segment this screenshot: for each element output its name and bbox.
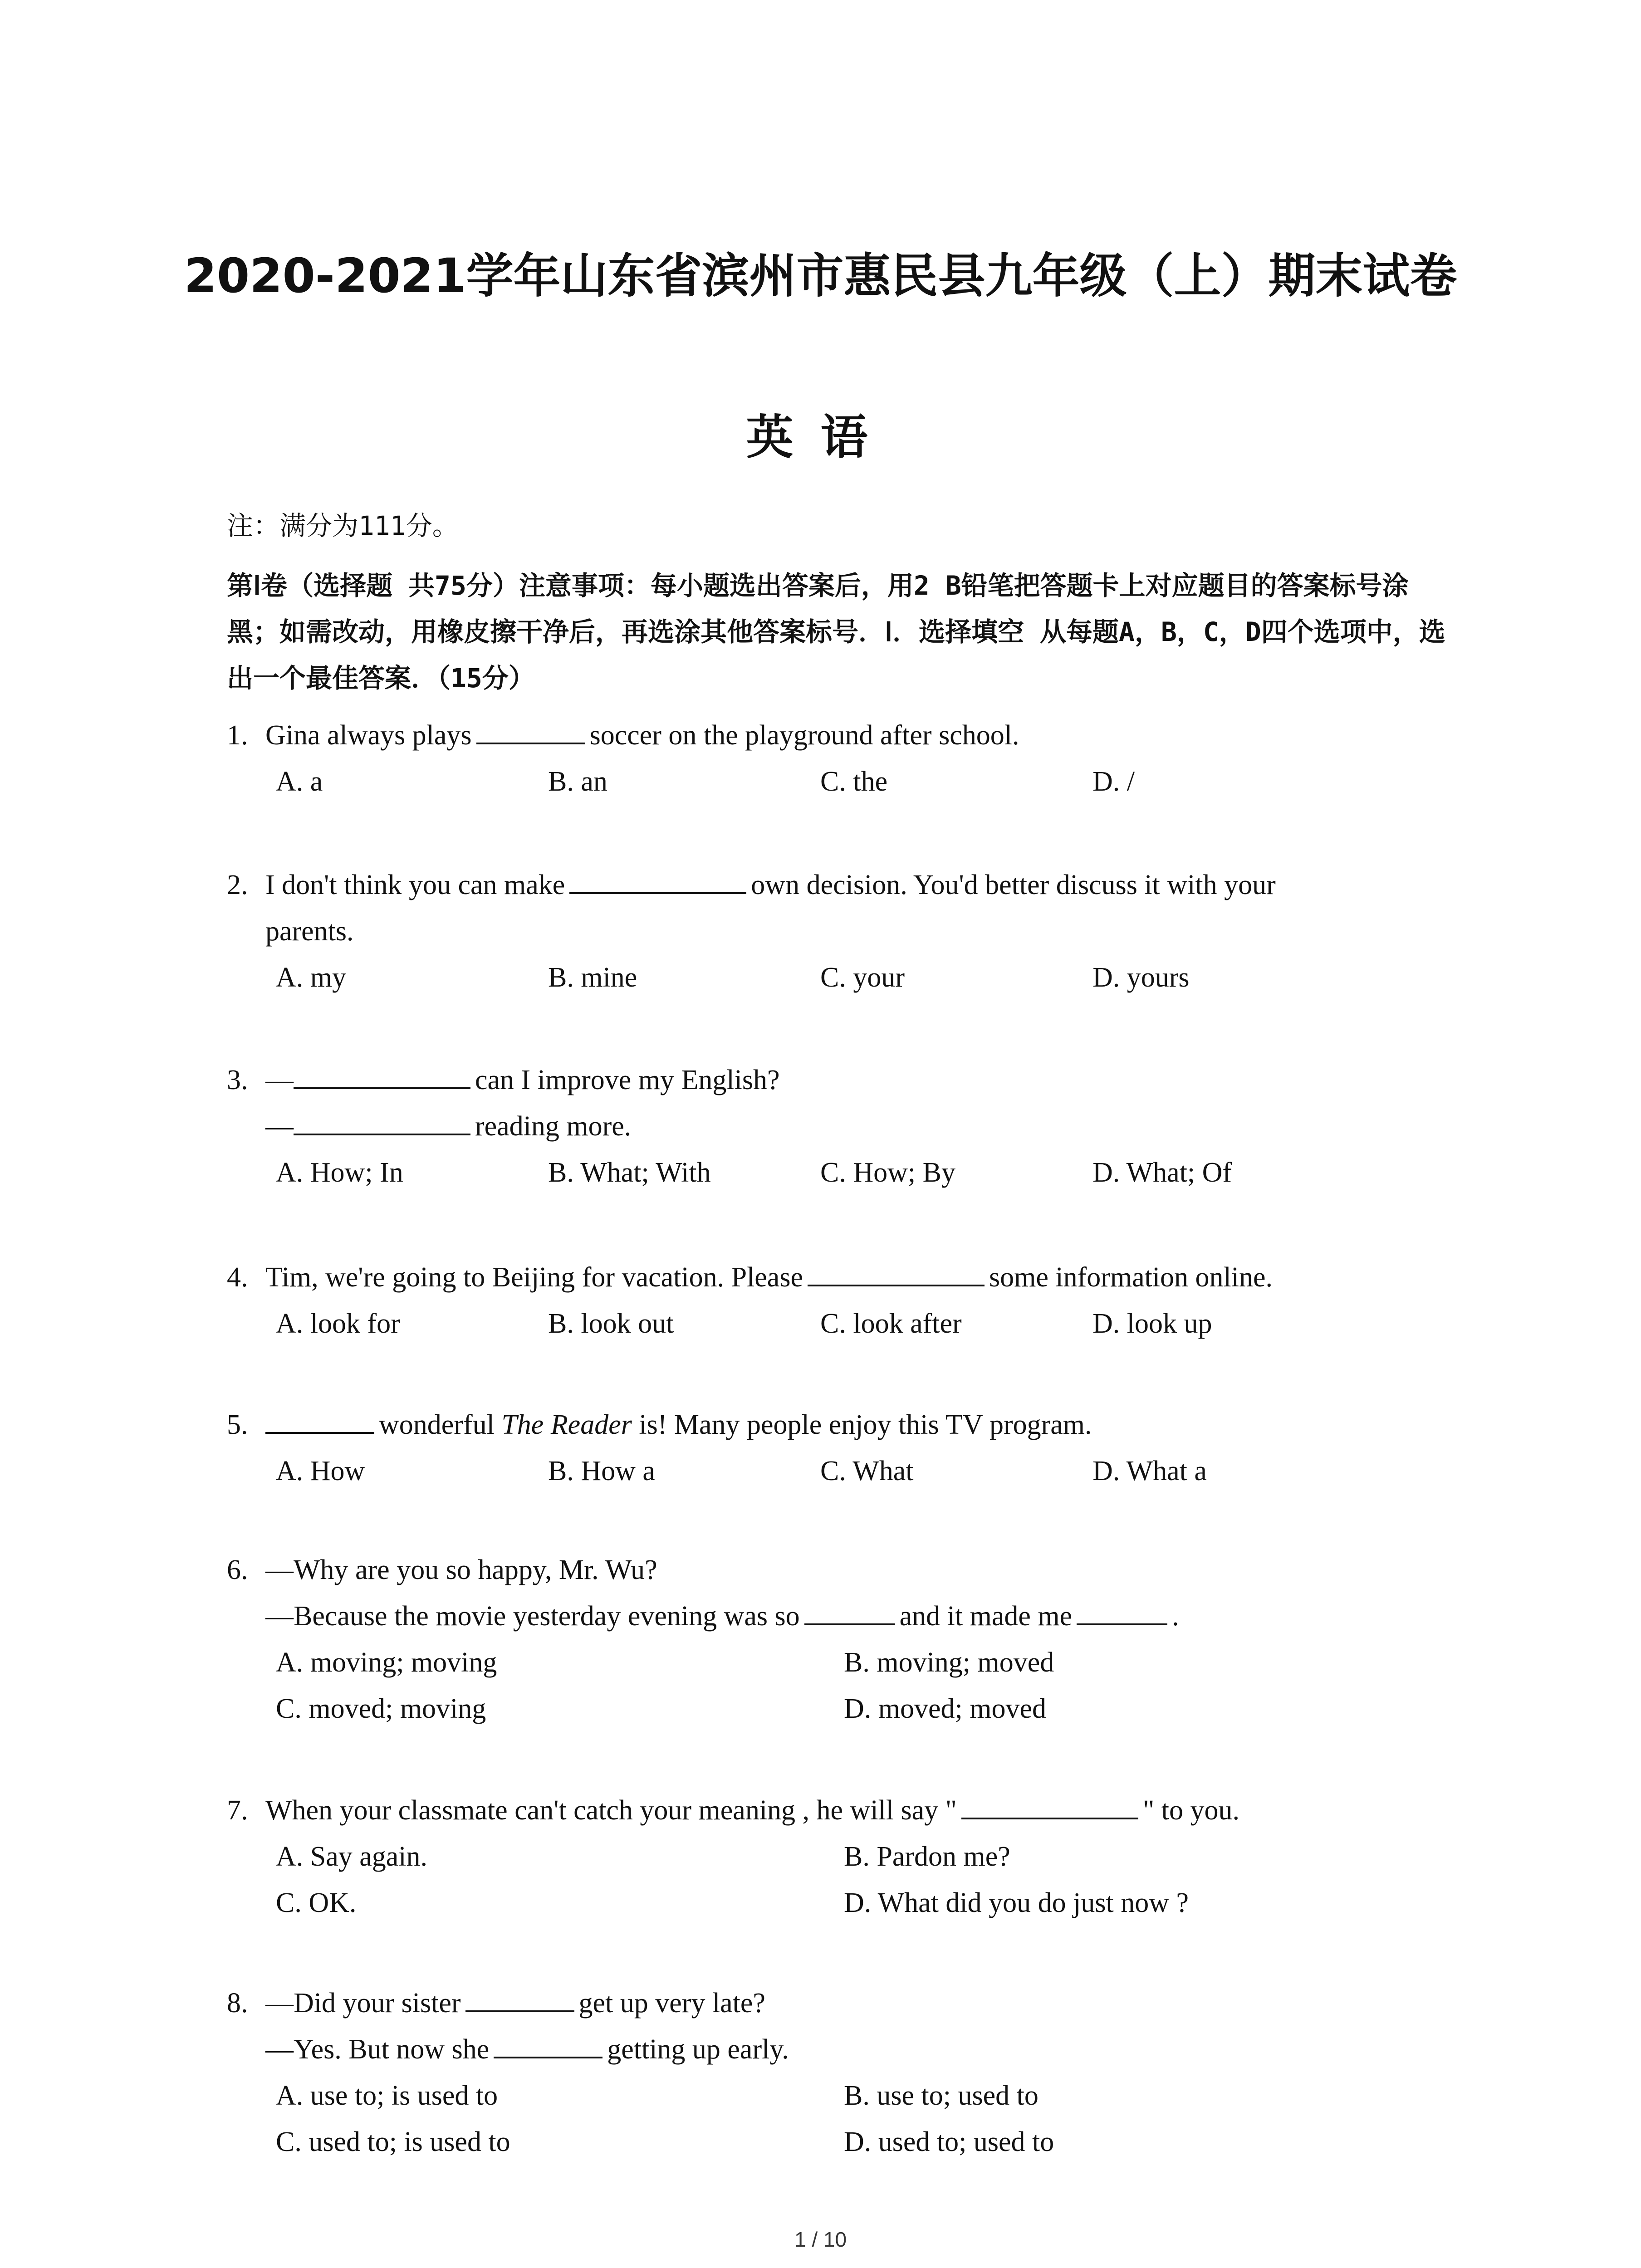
option-c: C. your xyxy=(820,962,905,993)
question-5 xyxy=(227,1402,1474,1494)
question-number: 3. xyxy=(227,1065,248,1095)
option-b: B. an xyxy=(548,766,607,797)
answer-blank xyxy=(465,1983,574,2012)
answer-blank xyxy=(1077,1596,1167,1625)
question-6 xyxy=(227,1547,1474,1732)
option-a: A. look for xyxy=(276,1308,400,1339)
question-text: When your classmate can't catch your meaning , he will say " xyxy=(265,1795,957,1826)
option-a: A. my xyxy=(276,962,346,993)
question-4 xyxy=(227,1254,1474,1347)
option-b: B. Pardon me? xyxy=(844,1841,1010,1872)
section-instructions: 第Ⅰ卷（选择题 共75分）注意事项：每小题选出答案后，用2 B铅笔把答题卡上对应题目的答案标号涂黑；如需改动，用橡皮擦干净后，再选涂其他答案标号．Ⅰ．选择填空 从每题A，B，C，D四个选项中，选出一个最佳答案．（15分） xyxy=(227,570,1445,694)
option-d: D. moved; moved xyxy=(844,1693,1046,1724)
option-c: C. look after xyxy=(820,1308,962,1339)
option-b: B. How a xyxy=(548,1456,655,1486)
question-text: " to you. xyxy=(1142,1795,1240,1826)
option-d: D. used to; used to xyxy=(844,2126,1054,2157)
option-c: C. How; By xyxy=(820,1157,955,1188)
question-text: can I improve my English? xyxy=(475,1065,780,1095)
question-number: 7. xyxy=(227,1795,248,1826)
question-text: get up very late? xyxy=(578,1988,765,2019)
question-7 xyxy=(227,1787,1474,1926)
option-d: D. look up xyxy=(1092,1308,1212,1339)
question-number: 5. xyxy=(227,1409,248,1440)
option-c: C. used to; is used to xyxy=(276,2126,510,2157)
question-text: — xyxy=(265,1111,294,1142)
answer-blank xyxy=(808,1257,985,1286)
score-note: 注：满分为111分。 xyxy=(227,510,459,541)
question-3 xyxy=(227,1057,1474,1196)
question-number: 4. xyxy=(227,1262,248,1293)
question-number: 8. xyxy=(227,1988,248,2019)
document-title: 2020-2021学年山东省滨州市惠民县九年级（上）期末试卷 xyxy=(184,248,1457,303)
question-text: soccer on the playground after school. xyxy=(589,720,1019,751)
question-number: 1. xyxy=(227,720,248,751)
question-number: 2. xyxy=(227,870,248,900)
answer-blank xyxy=(265,1405,374,1434)
answer-blank xyxy=(494,2029,603,2058)
option-b: B. use to; used to xyxy=(844,2080,1038,2111)
question-number: 6. xyxy=(227,1554,248,1585)
option-d: D. What; Of xyxy=(1092,1157,1232,1188)
question-text: —Yes. But now she xyxy=(265,2034,490,2065)
question-2 xyxy=(227,862,1474,1001)
question-text: reading more. xyxy=(475,1111,632,1142)
question-text: getting up early. xyxy=(607,2034,789,2065)
question-text: wonderful xyxy=(379,1409,495,1440)
question-text: —Because the movie yesterday evening was so xyxy=(265,1601,800,1632)
option-c: C. What xyxy=(820,1456,914,1486)
option-a: A. use to; is used to xyxy=(276,2080,498,2111)
option-b: B. What; With xyxy=(548,1157,711,1188)
question-text: —Did your sister xyxy=(265,1988,461,2019)
answer-blank xyxy=(476,715,585,744)
question-text: Tim, we're going to Beijing for vacation. Please xyxy=(265,1262,803,1293)
option-d: D. What a xyxy=(1092,1456,1207,1486)
question-text: own decision. You'd better discuss it with your xyxy=(751,870,1276,900)
question-1 xyxy=(227,712,1474,805)
question-text: . xyxy=(1172,1601,1179,1632)
option-a: A. Say again. xyxy=(276,1841,428,1872)
question-text: —Why are you so happy, Mr. Wu? xyxy=(265,1554,657,1585)
question-text: is! Many people enjoy this TV program. xyxy=(639,1409,1092,1440)
option-a: A. How; In xyxy=(276,1157,403,1188)
option-d: D. yours xyxy=(1092,962,1190,993)
program-title: The Reader xyxy=(501,1409,632,1440)
subject-heading: 英语 xyxy=(746,410,895,465)
option-d: D. What did you do just now ? xyxy=(844,1887,1189,1918)
question-text: some information online. xyxy=(989,1262,1273,1293)
option-c: C. the xyxy=(820,766,888,797)
option-b: B. look out xyxy=(548,1308,674,1339)
answer-blank xyxy=(294,1106,470,1135)
question-text: parents. xyxy=(265,916,354,947)
option-a: A. How xyxy=(276,1456,365,1486)
option-d: D. / xyxy=(1092,766,1135,797)
answer-blank xyxy=(961,1790,1138,1819)
question-text: Gina always plays xyxy=(265,720,472,751)
option-a: A. a xyxy=(276,766,323,797)
question-text: — xyxy=(265,1065,294,1095)
option-b: B. mine xyxy=(548,962,637,993)
option-a: A. moving; moving xyxy=(276,1647,497,1678)
question-8 xyxy=(227,1980,1474,2165)
answer-blank xyxy=(804,1596,895,1625)
option-b: B. moving; moved xyxy=(844,1647,1054,1678)
option-c: C. moved; moving xyxy=(276,1693,486,1724)
answer-blank xyxy=(294,1060,470,1089)
page-number: 1 / 10 xyxy=(794,2228,847,2251)
question-text: and it made me xyxy=(899,1601,1073,1632)
question-text: I don't think you can make xyxy=(265,870,565,900)
option-c: C. OK. xyxy=(276,1887,357,1918)
answer-blank xyxy=(569,865,746,894)
